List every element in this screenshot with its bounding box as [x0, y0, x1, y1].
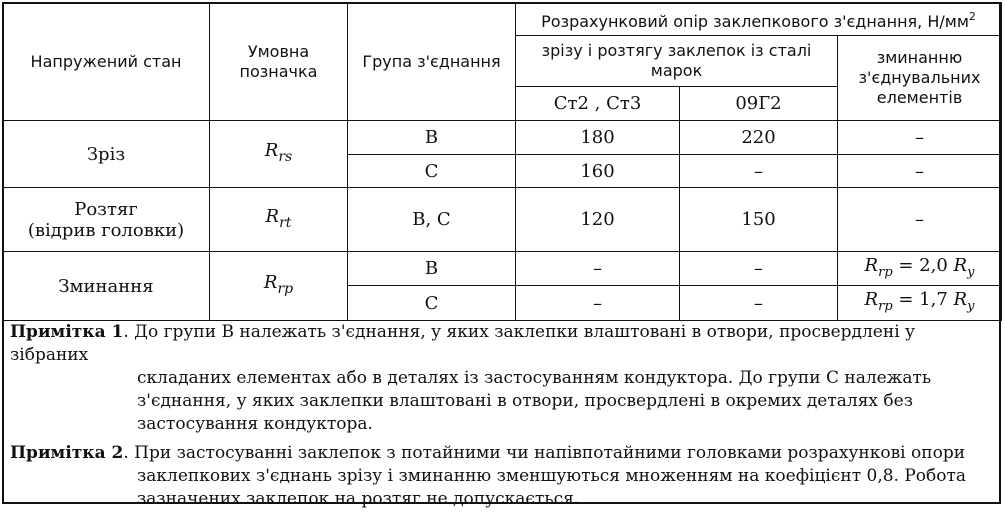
note-1-label: Примітка 1 — [10, 322, 124, 342]
tension-steel1: 120 — [516, 188, 680, 252]
header-steel-st2-st3: Ст2 , Ст3 — [516, 87, 680, 121]
header-resistance — [516, 3, 1002, 36]
header-state: Напружений стан — [3, 3, 210, 121]
header-shear-tension: зрізу і розтягу заклепок із сталі марок — [516, 36, 838, 87]
symbol-rrp-base: R — [263, 272, 278, 293]
formula-b-sub: rp — [878, 264, 893, 280]
state-shear: Зріз — [3, 121, 210, 188]
header-symbol: Умовна позначка — [210, 3, 348, 121]
symbol-rrs-sub: rs — [278, 149, 293, 165]
note-1-first-line — [10, 321, 995, 367]
group-bc-tension: В, С — [348, 188, 516, 252]
resistance-table — [2, 2, 1002, 321]
crushing-b-formula — [838, 252, 1002, 286]
formula-c-sub2: y — [967, 299, 975, 314]
formula-c-base: R — [864, 289, 879, 310]
group-b-shear: В — [348, 121, 516, 155]
symbol-rrp-sub: rp — [277, 281, 294, 297]
group-c-crushing: С — [348, 286, 516, 321]
note-2-label: Примітка 2 — [10, 443, 124, 463]
symbol-rrt-sub: rt — [279, 214, 292, 231]
tension-crush: – — [838, 188, 1002, 252]
note-2-rest: заклепкових з'єднань зрізу і зминанню зменшуються множенням на коефіцієнт 0,8. Робота зазначених заклепок на розтяг не допускається. — [137, 466, 967, 509]
formula-b-sub2: y — [967, 264, 975, 280]
notes-section — [10, 321, 995, 517]
header-steel-09g2: 09Г2 — [680, 87, 838, 121]
formula-c-sub: rp — [878, 299, 893, 314]
state-tension-line1: Розтяг — [74, 198, 138, 220]
group-b-crushing: В — [348, 252, 516, 286]
note-2-first-line — [10, 442, 995, 465]
note-1-rest: складаних елементах або в деталях із застосуванням кондуктора. До групи С належать з'єднання, у яких заклепки влаштовані в отвори, просвердлені в окремих деталях без застосування кондуктора. — [137, 368, 932, 434]
tension-steel2: 150 — [680, 188, 838, 252]
shear-b-crush: – — [838, 121, 1002, 155]
crushing-b-steel1: – — [516, 252, 680, 286]
formula-c-base2: R — [953, 289, 968, 310]
symbol-rrs-base: R — [264, 140, 279, 161]
header-resistance-title: Розрахунковий опір заклепкового з'єднання, Н/мм — [541, 11, 969, 31]
note-1 — [10, 321, 995, 436]
formula-b-base: R — [864, 254, 879, 276]
crushing-c-steel2: – — [680, 286, 838, 321]
state-tension — [3, 188, 210, 252]
group-c-shear: С — [348, 155, 516, 188]
shear-c-steel1: 160 — [516, 155, 680, 188]
note-2-first-text: . При застосуванні заклепок з потайними чи напівпотайними головками розрахункові опори — [123, 443, 966, 463]
note-2 — [10, 442, 995, 511]
crushing-c-formula — [838, 286, 1002, 321]
symbol-rrp — [210, 252, 348, 321]
header-group: Група з'єднання — [348, 3, 516, 121]
formula-b-eq: = 2,0 — [892, 254, 954, 276]
symbol-rrt — [210, 188, 348, 252]
shear-b-steel2: 220 — [680, 121, 838, 155]
state-crushing: Зминання — [3, 252, 210, 321]
header-crushing: зминанню з'єднувальних елементів — [838, 36, 1002, 121]
header-unit-power: 2 — [968, 9, 976, 23]
formula-b-base2: R — [953, 254, 968, 276]
crushing-b-steel2: – — [680, 252, 838, 286]
state-tension-line2: (відрив головки) — [27, 219, 185, 241]
formula-c-eq: = 1,7 — [892, 289, 954, 310]
shear-c-crush: – — [838, 155, 1002, 188]
symbol-rrt-base: R — [265, 205, 280, 227]
shear-c-steel2: – — [680, 155, 838, 188]
shear-b-steel1: 180 — [516, 121, 680, 155]
symbol-rrs — [210, 121, 348, 188]
note-1-first-text: . До групи В належать з'єднання, у яких заклепки влаштовані в отвори, просвердлені у зібраних — [10, 322, 916, 365]
crushing-c-steel1: – — [516, 286, 680, 321]
